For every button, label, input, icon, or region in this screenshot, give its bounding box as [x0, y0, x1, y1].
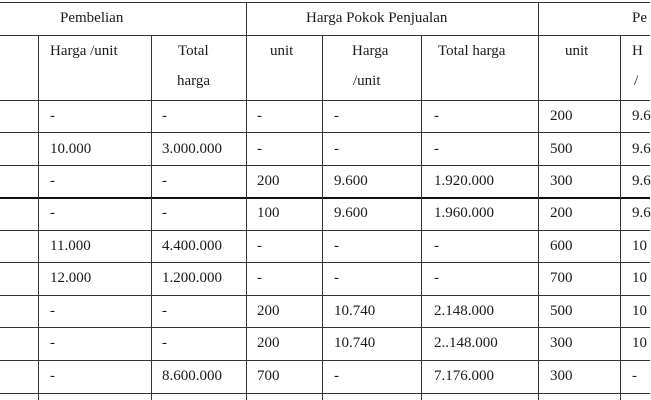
cell-purchase-price: - — [50, 173, 55, 189]
cell-hpp-unit: 200 — [257, 335, 280, 351]
cell-purchase-total: - — [162, 205, 167, 221]
rule-row-2 — [0, 165, 650, 166]
cell-hpp-total: 1.960.000 — [434, 205, 494, 221]
cell-purchase-price: - — [50, 108, 55, 124]
cell-purchase-price: - — [50, 205, 55, 221]
cell-hpp-unit: 200 — [257, 173, 280, 189]
cell-hpp-price: - — [334, 141, 339, 157]
cell-stock-unit: 200 — [550, 108, 573, 124]
cell-stock-unit: 700 — [550, 270, 573, 286]
cell-purchase-total: - — [162, 108, 167, 124]
subheader-hpp-harga-line1: Harga — [352, 43, 389, 59]
cell-stock-price: 10 — [632, 303, 647, 319]
cell-stock-unit: 300 — [550, 173, 573, 189]
subheader-total-harga-line1: Total — [178, 43, 209, 59]
rule-row-3 — [0, 197, 650, 199]
subheader-total-harga-line2: harga — [177, 73, 211, 89]
rule-row-4 — [0, 230, 650, 231]
cell-hpp-price: 9.600 — [334, 205, 368, 221]
col-rule-3 — [246, 2, 247, 400]
cell-hpp-price: 9.600 — [334, 173, 368, 189]
cell-stock-unit: 500 — [550, 141, 573, 157]
cell-purchase-total: 4.400.000 — [162, 238, 222, 254]
rule-sub-header — [0, 100, 650, 101]
rule-row-7 — [0, 327, 650, 328]
cell-hpp-price: - — [334, 238, 339, 254]
cell-purchase-price: - — [50, 303, 55, 319]
cell-hpp-unit: 700 — [257, 368, 280, 384]
cell-purchase-price: - — [50, 368, 55, 384]
subheader-hpp-unit: unit — [270, 43, 294, 59]
cell-hpp-total: - — [434, 141, 439, 157]
subheader-stock-harga-line2: / — [634, 73, 639, 89]
cell-hpp-unit: 200 — [257, 303, 280, 319]
subheader-hpp-total-harga: Total harga — [438, 43, 506, 59]
cell-stock-price: 9.6 — [632, 141, 651, 157]
cell-hpp-price: - — [334, 368, 339, 384]
cell-hpp-total: - — [434, 108, 439, 124]
rule-row-1 — [0, 132, 650, 133]
cell-stock-unit: 300 — [550, 335, 573, 351]
header-persediaan: Pe — [632, 10, 647, 26]
cell-purchase-total: - — [162, 303, 167, 319]
header-harga-pokok-penjualan: Harga Pokok Penjualan — [306, 10, 448, 26]
cell-purchase-price: 11.000 — [50, 238, 91, 254]
cell-hpp-price: 10.740 — [334, 303, 376, 319]
cell-hpp-unit: - — [257, 238, 262, 254]
col-rule-6 — [538, 2, 539, 400]
col-rule-1 — [38, 35, 39, 400]
cell-stock-unit: 500 — [550, 303, 573, 319]
cell-hpp-unit: - — [257, 141, 262, 157]
cell-purchase-price: - — [50, 335, 55, 351]
cell-stock-price: 10 — [632, 335, 647, 351]
rule-row-8 — [0, 360, 650, 361]
col-rule-4 — [322, 35, 323, 400]
cell-hpp-unit: 100 — [257, 205, 280, 221]
cell-purchase-total: 3.000.000 — [162, 141, 222, 157]
cell-hpp-total: 7.176.000 — [434, 368, 494, 384]
col-rule-5 — [421, 35, 422, 400]
cell-hpp-price: - — [334, 108, 339, 124]
subheader-stock-harga-line1: H — [632, 43, 643, 59]
cell-hpp-total: - — [434, 270, 439, 286]
rule-row-5 — [0, 262, 650, 263]
cell-hpp-total: 2..148.000 — [434, 335, 498, 351]
cell-purchase-total: - — [162, 173, 167, 189]
cell-hpp-price: - — [334, 270, 339, 286]
cell-stock-price: 9.6 — [632, 108, 651, 124]
cell-stock-price: 9.6 — [632, 205, 651, 221]
cell-stock-price: 10 — [632, 270, 647, 286]
rule-row-9 — [0, 393, 650, 394]
cell-stock-unit: 600 — [550, 238, 573, 254]
cell-purchase-total: 1.200.000 — [162, 270, 222, 286]
cell-stock-price: 10 — [632, 238, 647, 254]
col-rule-2 — [151, 35, 152, 400]
rule-group-header — [0, 35, 650, 36]
rule-row-6 — [0, 295, 650, 296]
cell-hpp-unit: - — [257, 270, 262, 286]
header-pembelian: Pembelian — [60, 10, 124, 26]
cell-stock-unit: 200 — [550, 205, 573, 221]
cell-purchase-price: 12.000 — [50, 270, 92, 286]
cell-hpp-total: - — [434, 238, 439, 254]
cell-purchase-total: 8.600.000 — [162, 368, 222, 384]
cell-stock-unit: 300 — [550, 368, 573, 384]
cell-hpp-price: 10.740 — [334, 335, 376, 351]
col-rule-7 — [620, 35, 621, 400]
subheader-hpp-harga-line2: /unit — [353, 73, 381, 89]
subheader-harga-unit: Harga /unit — [50, 43, 118, 59]
cell-hpp-total: 2.148.000 — [434, 303, 494, 319]
cell-stock-price: - — [632, 368, 637, 384]
cell-purchase-total: - — [162, 335, 167, 351]
cell-purchase-price: 10.000 — [50, 141, 92, 157]
cell-hpp-total: 1.920.000 — [434, 173, 494, 189]
cell-hpp-unit: - — [257, 108, 262, 124]
cell-stock-price: 9.6 — [632, 173, 651, 189]
rule-top — [0, 2, 650, 3]
subheader-stock-unit: unit — [565, 43, 589, 59]
